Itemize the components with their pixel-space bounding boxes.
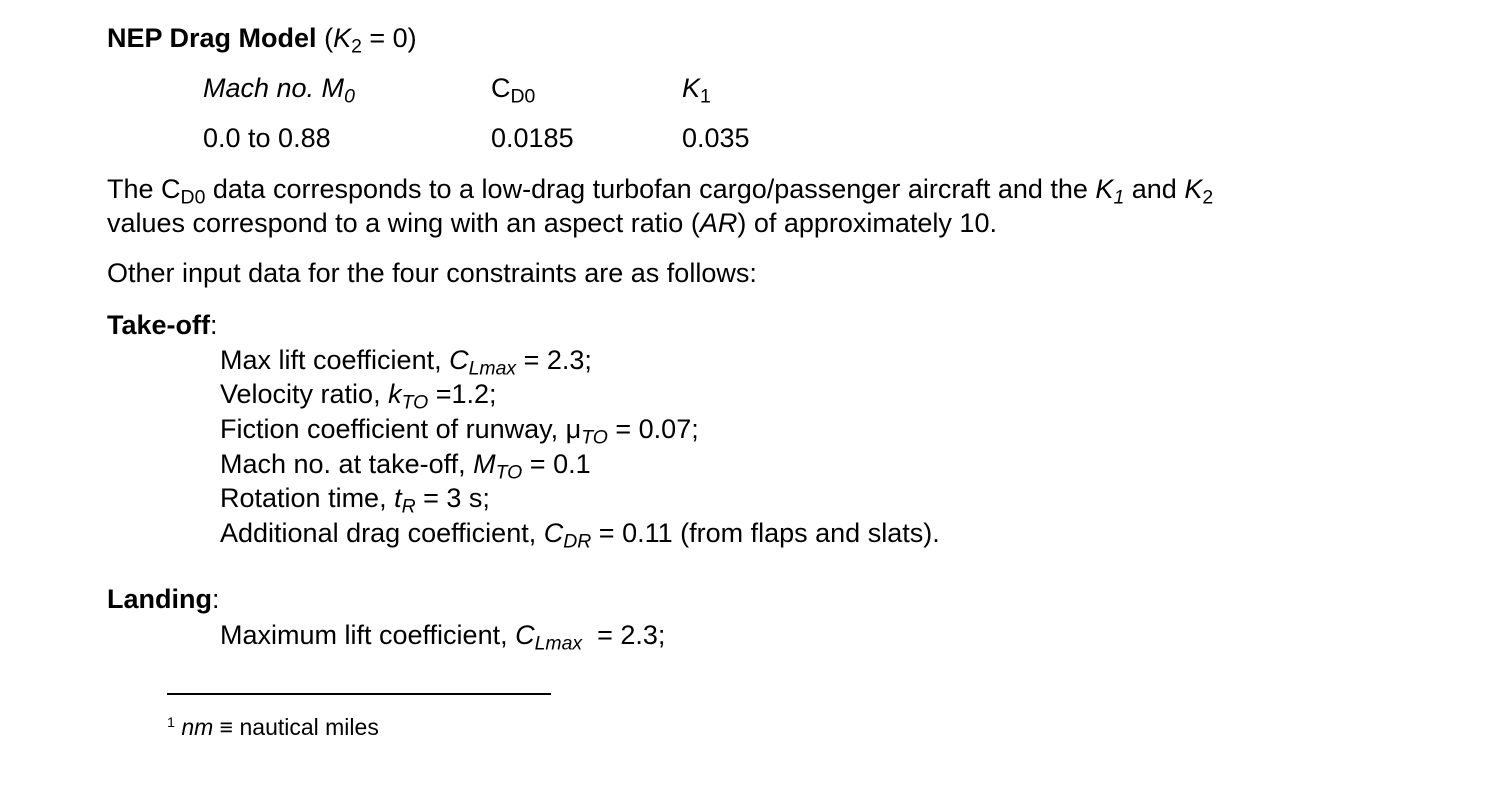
takeoff-heading [107, 308, 218, 342]
item-text: Maximum lift coefficient, [220, 620, 516, 650]
paragraph-2: Other input data for the four constraints are as follows: [107, 258, 757, 288]
item-text: Velocity ratio, [220, 379, 389, 409]
item-value: = 3 s; [415, 483, 490, 513]
paragraph-line-2 [107, 206, 997, 240]
takeoff-item [220, 377, 497, 414]
item-symbol: μ [565, 414, 582, 444]
item-symbol: k [388, 379, 402, 409]
heading-k-subscript: 2 [351, 35, 362, 58]
para-subscript: D0 [180, 186, 206, 209]
item-subscript: Lmax [468, 357, 517, 380]
takeoff-title: Take-off [107, 310, 211, 340]
takeoff-item [220, 412, 699, 449]
landing-heading [107, 582, 220, 616]
takeoff-item [220, 481, 490, 518]
table-header-cd0 [491, 71, 536, 108]
para-text: The C [107, 174, 181, 204]
item-subscript: TO [401, 391, 429, 414]
footnote-divider [167, 693, 551, 695]
para-text: data corresponds to a low-drag turbofan cargo/passenger aircraft and the [205, 174, 1096, 204]
item-subscript: Lmax [534, 632, 583, 655]
footnote-text: ≡ nautical miles [213, 714, 379, 740]
item-symbol: C [543, 518, 564, 548]
takeoff-colon: : [210, 310, 218, 340]
cd-label: C [491, 73, 511, 103]
para-k1-symbol: K [1095, 174, 1114, 204]
item-value: = 0.1 [522, 449, 591, 479]
para-k2-subscript: 2 [1202, 186, 1214, 209]
item-text: Rotation time, [220, 483, 395, 513]
k1-subscript: 1 [700, 85, 711, 108]
item-subscript: TO [495, 461, 523, 484]
table-cell-k1: 0.035 [682, 123, 750, 153]
mach-label: Mach no. M [203, 73, 345, 103]
item-value: = 2.3; [516, 345, 592, 375]
table-header-mach [203, 71, 355, 108]
item-symbol: M [473, 449, 496, 479]
takeoff-item [220, 447, 591, 484]
para-text: ) of approximately 10. [737, 208, 997, 238]
heading-paren: ( [324, 23, 334, 53]
para-k2-symbol: K [1184, 174, 1203, 204]
para-ar-symbol: AR [699, 208, 738, 238]
table-cell-mach: 0.0 to 0.88 [203, 123, 331, 153]
k1-label: K [682, 73, 701, 103]
heading-k-symbol: K [333, 23, 352, 53]
landing-item [220, 618, 666, 655]
item-subscript: TO [581, 426, 608, 449]
item-value: = 0.11 (from flaps and slats). [591, 518, 940, 548]
item-symbol: C [515, 620, 535, 650]
item-value: = 2.3; [582, 620, 666, 650]
table-cell-cd0: 0.0185 [491, 123, 574, 153]
item-text: Max lift coefficient, [220, 345, 450, 375]
item-subscript: R [401, 495, 416, 518]
takeoff-item [220, 343, 592, 380]
item-subscript: DR [563, 530, 592, 553]
para-text: values correspond to a wing with an aspect ratio ( [107, 208, 700, 238]
cd-subscript: D0 [510, 85, 536, 108]
paragraph-line-1 [107, 172, 1214, 209]
item-text: Mach no. at take-off, [220, 449, 474, 479]
heading-equals: = 0) [361, 23, 417, 53]
para-k1-subscript: 1 [1113, 186, 1125, 209]
footnote-marker: 1 [167, 715, 175, 732]
heading-title: NEP Drag Model [107, 23, 317, 53]
item-value: =1.2; [428, 379, 497, 409]
table-header-k1 [682, 71, 711, 108]
landing-colon: : [211, 584, 220, 614]
mach-subscript: 0 [344, 85, 355, 108]
item-text: Fiction coefficient of runway, [220, 414, 566, 444]
item-value: = 0.07; [607, 414, 699, 444]
landing-title: Landing [107, 584, 212, 614]
item-symbol: t [394, 483, 402, 513]
takeoff-item [220, 516, 940, 553]
section-heading [107, 21, 417, 58]
para-text: and [1124, 174, 1185, 204]
footnote-term: nm [181, 714, 214, 740]
item-text: Additional drag coefficient, [220, 518, 544, 548]
footnote [167, 712, 379, 742]
item-symbol: C [449, 345, 469, 375]
